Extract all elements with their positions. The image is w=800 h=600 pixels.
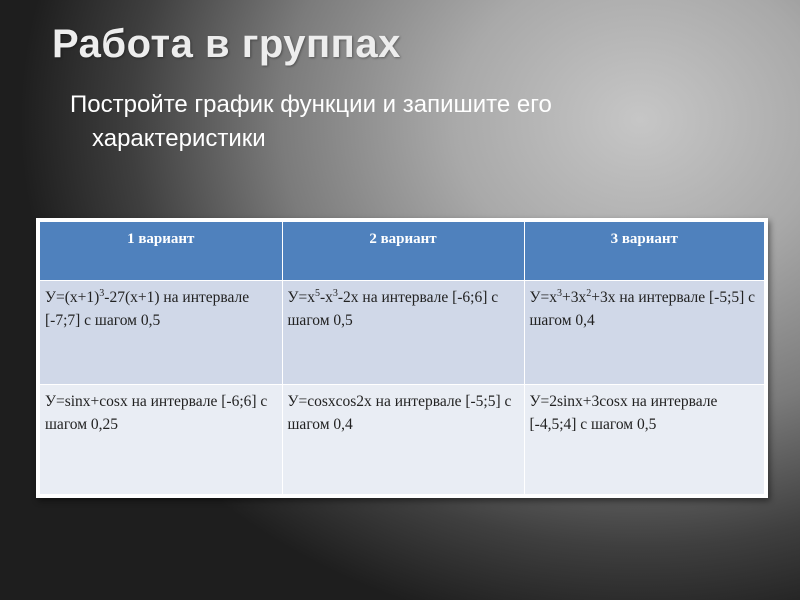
cell-variant-1-task-2: У=sinx+cosx на интервале [-6;6] с шагом 0,25 — [40, 384, 282, 494]
exponent: 2 — [586, 287, 592, 299]
subtitle-line-1: Постройте график функции и запишите его — [70, 91, 552, 118]
variants-table-frame — [36, 218, 768, 498]
exponent: 5 — [314, 287, 320, 299]
formula-text: +3х на интервале [-5;5] с шагом 0,4 — [529, 288, 756, 329]
slide-title: Работа в группах — [52, 22, 401, 66]
formula-text: +3х — [561, 288, 587, 306]
formula-text: -х — [319, 288, 333, 306]
cell-variant-2-task-1 — [282, 280, 524, 384]
variants-table — [40, 222, 764, 494]
formula-text: У=(х+1) — [45, 288, 100, 306]
table-row — [40, 384, 764, 494]
formula-text: -27(х+1) на интервале [-7;7] с шагом 0,5 — [45, 288, 250, 329]
formula-text: У=х — [529, 288, 557, 306]
cell-variant-3-task-1 — [524, 280, 764, 384]
header-variant-3: 3 вариант — [524, 222, 764, 280]
table-row — [40, 280, 764, 384]
table-header-row — [40, 222, 764, 280]
cell-variant-2-task-2: У=cosxcos2x на интервале [-5;5] с шагом 0,4 — [282, 384, 524, 494]
exponent: 3 — [332, 287, 338, 299]
header-variant-2: 2 вариант — [282, 222, 524, 280]
cell-variant-3-task-2: У=2sinx+3cosx на интервале [-4,5;4] с шагом 0,5 — [524, 384, 764, 494]
subtitle-line-2: характеристики — [92, 125, 266, 152]
formula-text: -2х на интервале [-6;6] с шагом 0,5 — [287, 288, 499, 329]
header-variant-1: 1 вариант — [40, 222, 282, 280]
exponent: 3 — [99, 287, 105, 299]
cell-variant-1-task-1 — [40, 280, 282, 384]
exponent: 3 — [556, 287, 562, 299]
slide-subtitle — [70, 88, 750, 156]
formula-text: У=х — [287, 288, 315, 306]
